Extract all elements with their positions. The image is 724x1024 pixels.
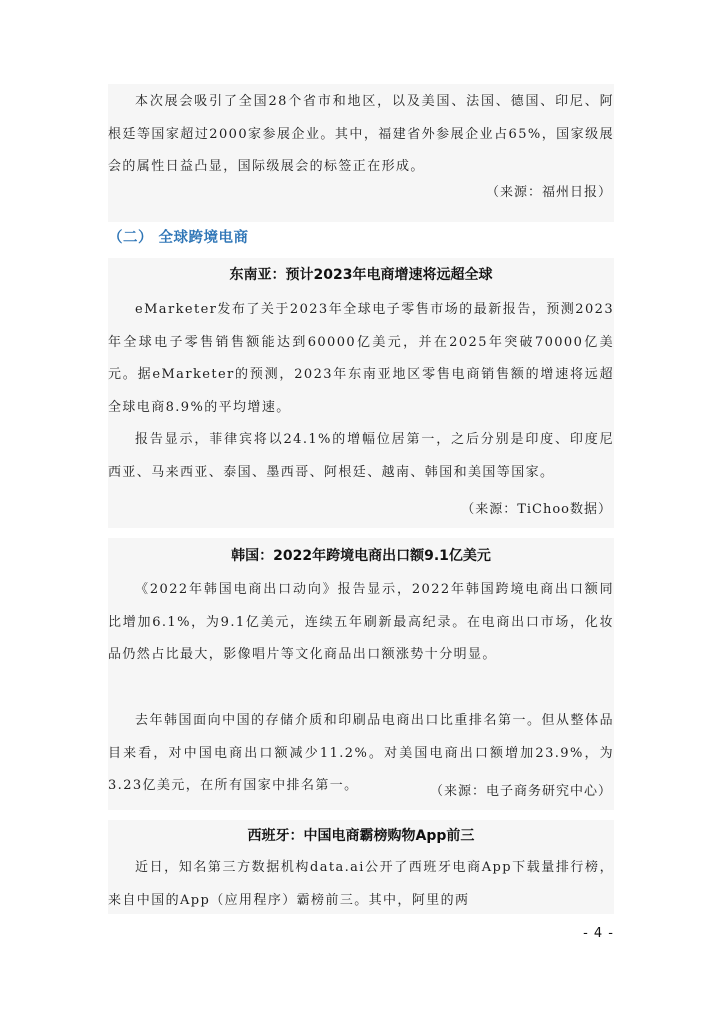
- article-title-southeast-asia: 东南亚：预计2023年电商增速将远超全球: [229, 267, 493, 283]
- intro-paragraph: 本次展会吸引了全国28个省市和地区，以及美国、法国、德国、印尼、阿根廷等国家超过2000家参展企业。其中，福建省外参展企业占65%，国家级展会的属性日益凸显，国际级展会的标签正在形成。: [108, 94, 614, 174]
- article-paragraph: 近日，知名第三方数据机构data.ai公开了西班牙电商App下载量排行榜，来自中国的App（应用程序）霸榜前三。其中，阿里的两: [108, 860, 614, 908]
- section-heading: （二） 全球跨境电商: [108, 230, 249, 246]
- article-paragraph: 去年韩国面向中国的存储介质和印刷品电商出口比重排名第一。但从整体品目来看，对中国电商出口额减少11.2%。对美国电商出口额增加23.9%，为3.23亿美元，在所有国家中排名第一。: [108, 713, 614, 793]
- intro-source: （来源：福州日报）: [485, 185, 612, 200]
- article-paragraph: 报告显示，菲律宾将以24.1%的增幅位居第一，之后分别是印度、印度尼西亚、马来西亚、泰国、墨西哥、阿根廷、越南、韩国和美国等国家。: [108, 432, 614, 480]
- article-source: （来源：电子商务研究中心）: [429, 784, 612, 799]
- article-source: （来源：TiChoo数据）: [461, 502, 612, 517]
- article-title-korea: 韩国：2022年跨境电商出口额9.1亿美元: [231, 548, 491, 564]
- article-paragraph: eMarketer发布了关于2023年全球电子零售市场的最新报告，预测2023年全球电子零售销售额能达到60000亿美元，并在2025年突破70000亿美元。据eMarketer的预测，2023年东南亚地区零售电商销售额的增速将远超全球电商8.9%的平均增速。: [108, 302, 614, 415]
- article-title-spain: 西班牙：中国电商霸榜购物App前三: [247, 828, 475, 844]
- page-number: - 4 -: [583, 926, 614, 941]
- article-paragraph: 《2022年韩国电商出口动向》报告显示，2022年韩国跨境电商出口额同比增加6.1%，为9.1亿美元，连续五年刷新最高纪录。在电商出口市场，化妆品仍然占比最大，影像唱片等文化商品出口额涨势十分明显。: [108, 582, 614, 662]
